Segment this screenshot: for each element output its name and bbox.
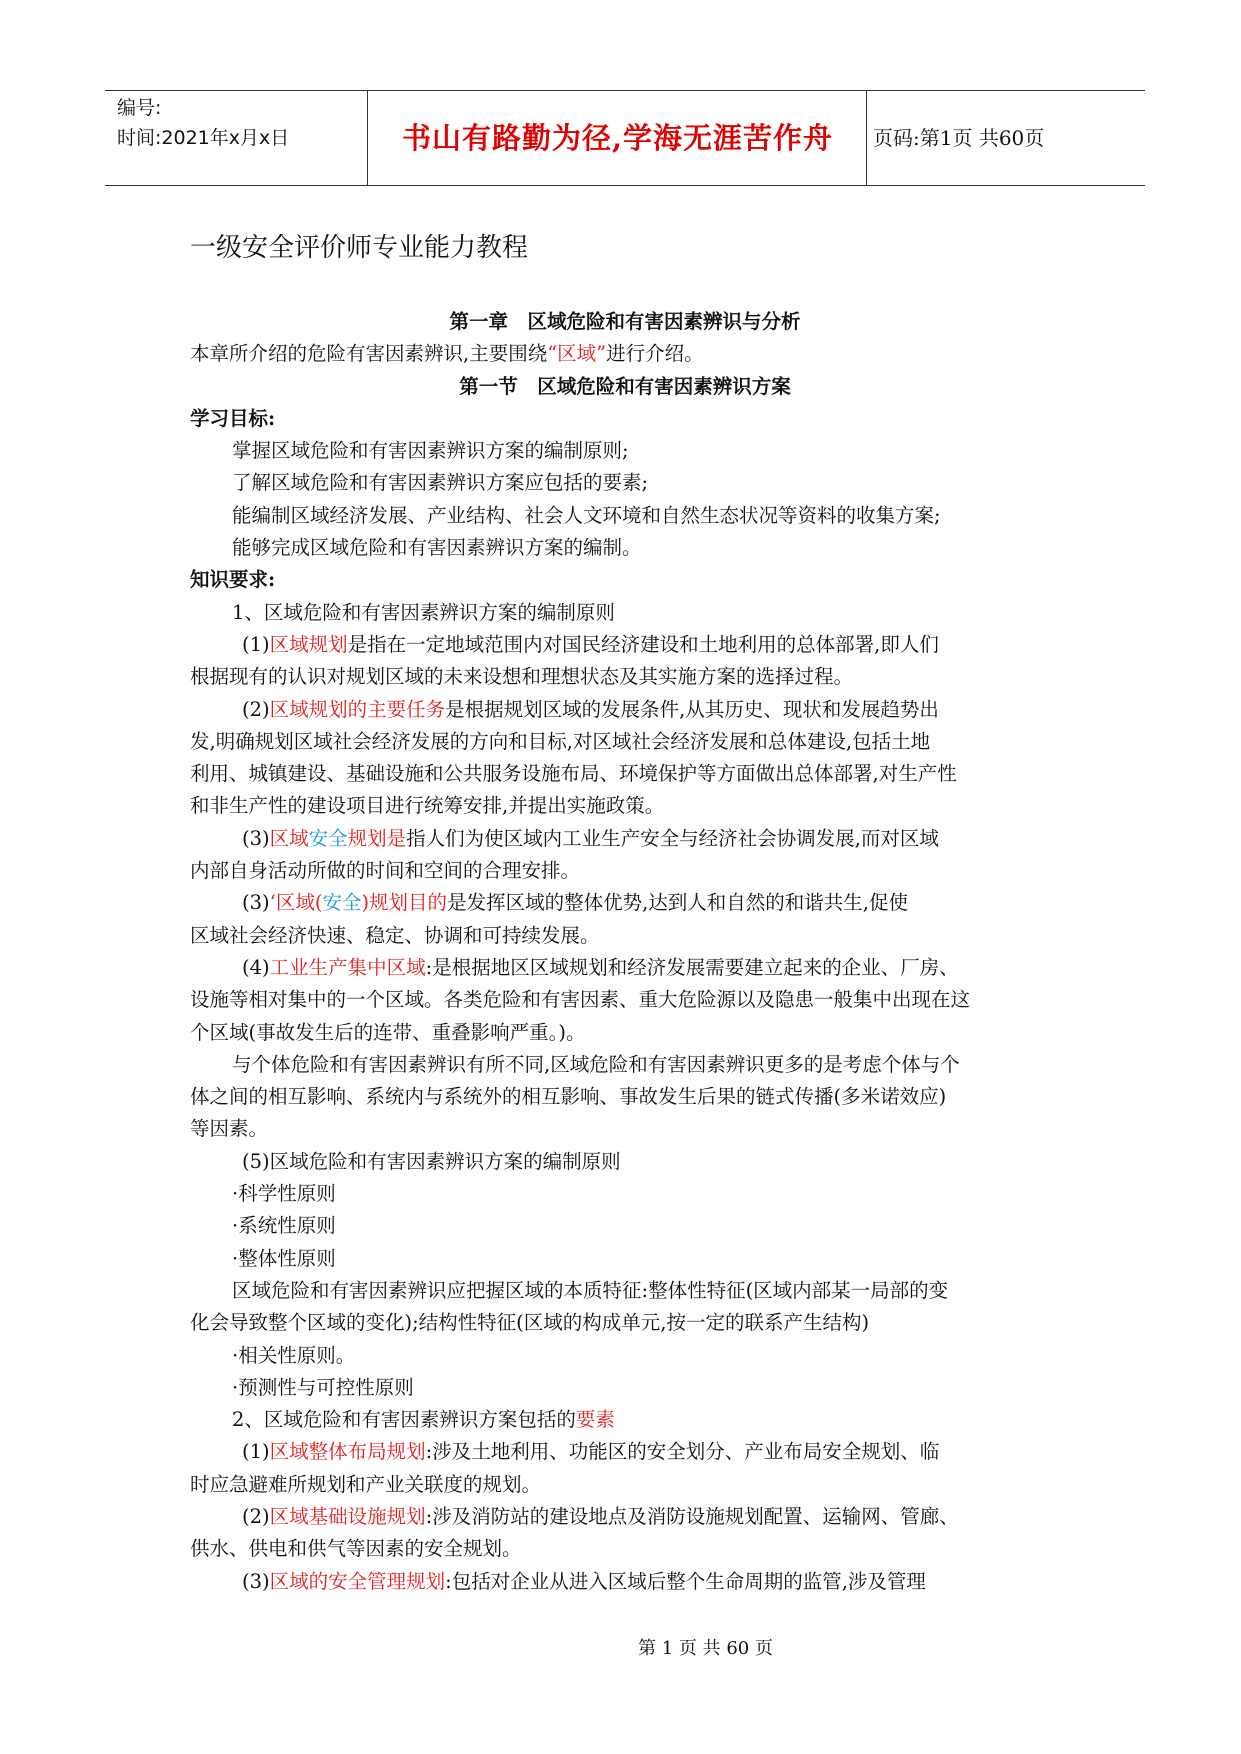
- paragraph-line: [190, 920, 1060, 952]
- text-run: 知识要求:: [190, 568, 276, 592]
- paragraph-line: [190, 823, 1060, 855]
- paragraph-line: [190, 1113, 1060, 1145]
- text-run: :涉及消防站的建设地点及消防设施规划配置、运输网、管廊、: [425, 1504, 959, 1528]
- text-run: 区域社会经济快速、稳定、协调和可持续发展。: [190, 923, 600, 947]
- text-run: ·科学性原则: [232, 1182, 336, 1206]
- text-run: (4): [242, 955, 270, 979]
- paragraph-line: [190, 1243, 1060, 1275]
- text-run: 1、区域危险和有害因素辨识方案的编制原则: [232, 600, 615, 624]
- highlighted-term: 区域: [269, 826, 309, 850]
- text-run: (2): [242, 1504, 270, 1528]
- text-run: 利用、城镇建设、基础设施和公共服务设施布局、环境保护等方面做出总体部署,对生产性: [190, 762, 957, 786]
- paragraph-line: [190, 1275, 1060, 1307]
- paragraph-line: [190, 1017, 1060, 1049]
- highlighted-term: 规划是: [347, 826, 407, 850]
- paragraph-line: [190, 1566, 1060, 1598]
- text-run: 学习目标:: [190, 406, 276, 430]
- header-page-info: 页码:第1页 共60页: [873, 126, 1045, 150]
- text-run: (3): [242, 1569, 270, 1593]
- paragraph-line: [190, 597, 1060, 629]
- paragraph-line: [190, 758, 1060, 790]
- highlighted-term: 区域的安全管理规划: [269, 1569, 446, 1593]
- text-run: 了解区域危险和有害因素辨识方案应包括的要素;: [232, 471, 649, 495]
- paragraph-line: [190, 1049, 1060, 1081]
- paragraph-line: [190, 694, 1060, 726]
- text-run: 能编制区域经济发展、产业结构、社会人文环境和自然生态状况等资料的收集方案;: [232, 503, 941, 527]
- text-run: 掌握区域危险和有害因素辨识方案的编制原则;: [232, 439, 629, 463]
- paragraph-line: [190, 435, 1060, 467]
- paragraph-line: [190, 790, 1060, 822]
- document-header: [105, 90, 1145, 186]
- paragraph-line: [190, 1178, 1060, 1210]
- highlighted-term: “区域”: [547, 342, 607, 366]
- paragraph-line: [190, 1469, 1060, 1501]
- highlighted-term: 安全: [308, 826, 348, 850]
- highlighted-term: 要素: [575, 1408, 615, 1432]
- header-motto: 书山有路勤为径,学海无涯苦作舟: [401, 121, 834, 155]
- text-run: 区域危险和有害因素辨识应把握区域的本质特征:整体性特征(区域内部某一局部的变: [232, 1278, 949, 1302]
- highlighted-term: 区域整体布局规划: [269, 1440, 426, 1464]
- paragraph-line: [190, 1146, 1060, 1178]
- text-run: ·系统性原则: [232, 1214, 336, 1238]
- highlighted-term: 安全: [322, 891, 362, 915]
- paragraph-line: [190, 1081, 1060, 1113]
- header-divider: [866, 91, 867, 185]
- text-run: (1): [242, 1440, 270, 1464]
- paragraph-line: [190, 629, 1060, 661]
- paragraph-line: [190, 1307, 1060, 1339]
- text-run: 和非生产性的建设项目进行统筹安排,并提出实施政策。: [190, 794, 665, 818]
- number-label: 编号:: [117, 97, 162, 119]
- paragraph-line: [190, 1210, 1060, 1242]
- text-run: 体之间的相互影响、系统内与系统外的相互影响、事故发生后果的链式传播(多米诺效应): [190, 1085, 947, 1109]
- time-label: 时间:2021年x月x日: [117, 127, 290, 149]
- paragraph-line: [190, 887, 1060, 919]
- paragraph-line: [190, 1372, 1060, 1404]
- section-heading: [190, 306, 1060, 338]
- paragraph-line: [190, 1436, 1060, 1468]
- paragraph-line: [190, 855, 1060, 887]
- paragraph-line: [190, 1533, 1060, 1565]
- highlighted-term: ‘区域(: [269, 891, 323, 915]
- text-run: 个区域(事故发生后的连带、重叠影响严重。)。: [190, 1020, 586, 1044]
- text-run: ·整体性原则: [232, 1246, 336, 1270]
- text-run: 是指在一定地域范围内对国民经济建设和土地利用的总体部署,即人们: [347, 632, 939, 656]
- text-run: :包括对企业从进入区域后整个生命周期的监管,涉及管理: [445, 1569, 926, 1593]
- text-run: 进行介绍。: [606, 342, 704, 366]
- paragraph-line: [190, 1404, 1060, 1436]
- text-run: 根据现有的认识对规划区域的未来设想和理想状态及其实施方案的选择过程。: [190, 665, 854, 689]
- paragraph-line: [190, 467, 1060, 499]
- text-run: 本章所介绍的危险有害因素辨识,主要围绕: [190, 342, 548, 366]
- text-run: 与个体危险和有害因素辨识有所不同,区域危险和有害因素辨识更多的是考虑个体与个: [232, 1052, 960, 1076]
- text-run: 时应急避难所规划和产业关联度的规划。: [190, 1472, 542, 1496]
- text-run: 2、区域危险和有害因素辨识方案包括的: [232, 1408, 576, 1432]
- subheading: [190, 564, 1060, 596]
- text-run: 是发挥区域的整体优势,达到人和自然的和谐共生,促使: [447, 891, 908, 915]
- paragraph-line: [190, 338, 1060, 370]
- text-run: 设施等相对集中的一个区域。各类危险和有害因素、重大危险源以及隐患一般集中出现在这: [190, 988, 971, 1012]
- paragraph-line: [190, 952, 1060, 984]
- text-run: 是根据规划区域的发展条件,从其历史、现状和发展趋势出: [445, 697, 939, 721]
- text-run: (2): [242, 697, 270, 721]
- text-run: :涉及土地利用、功能区的安全划分、产业布局安全规划、临: [425, 1440, 940, 1464]
- header-divider: [367, 91, 368, 185]
- paragraph-line: [190, 726, 1060, 758]
- text-run: 等因素。: [190, 1117, 269, 1141]
- text-run: 供水、供电和供气等因素的安全规划。: [190, 1537, 522, 1561]
- highlighted-term: )规划目的: [361, 891, 448, 915]
- text-run: 能够完成区域危险和有害因素辨识方案的编制。: [232, 536, 642, 560]
- paragraph-line: [190, 532, 1060, 564]
- paragraph-line: [190, 500, 1060, 532]
- text-run: 发,明确规划区域社会经济发展的方向和目标,对区域社会经济发展和总体建设,包括土地: [190, 729, 931, 753]
- text-run: 第一章 区域危险和有害因素辨识与分析: [449, 310, 801, 333]
- document-title: 一级安全评价师专业能力教程: [190, 233, 529, 263]
- highlighted-term: 区域基础设施规划: [269, 1504, 426, 1528]
- paragraph-line: [190, 661, 1060, 693]
- document-body: [190, 306, 1060, 1598]
- text-run: ·预测性与可控性原则: [232, 1375, 414, 1399]
- text-run: ·相关性原则。: [232, 1343, 356, 1367]
- text-run: 第一节 区域危险和有害因素辨识方案: [459, 374, 791, 398]
- subheading: [190, 403, 1060, 435]
- text-run: 指人们为使区域内工业生产安全与经济社会协调发展,而对区域: [406, 826, 939, 850]
- paragraph-line: [190, 1340, 1060, 1372]
- section-heading: [190, 371, 1060, 403]
- highlighted-term: 工业生产集中区域: [269, 955, 426, 979]
- paragraph-line: [190, 1501, 1060, 1533]
- page-footer: 第 1 页 共 60 页: [638, 1638, 773, 1659]
- text-run: (3): [242, 891, 270, 915]
- header-meta: [117, 93, 289, 153]
- text-run: 内部自身活动所做的时间和空间的合理安排。: [190, 859, 581, 883]
- text-run: 化会导致整个区域的变化);结构性特征(区域的构成单元,按一定的联系产生结构): [190, 1311, 870, 1335]
- text-run: (3): [242, 826, 270, 850]
- highlighted-term: 区域规划的主要任务: [269, 697, 446, 721]
- highlighted-term: 区域规划: [269, 632, 348, 656]
- text-run: (1): [242, 632, 270, 656]
- text-run: (5)区域危险和有害因素辨识方案的编制原则: [242, 1149, 621, 1173]
- paragraph-line: [190, 984, 1060, 1016]
- text-run: :是根据地区区域规划和经济发展需要建立起来的企业、厂房、: [425, 955, 959, 979]
